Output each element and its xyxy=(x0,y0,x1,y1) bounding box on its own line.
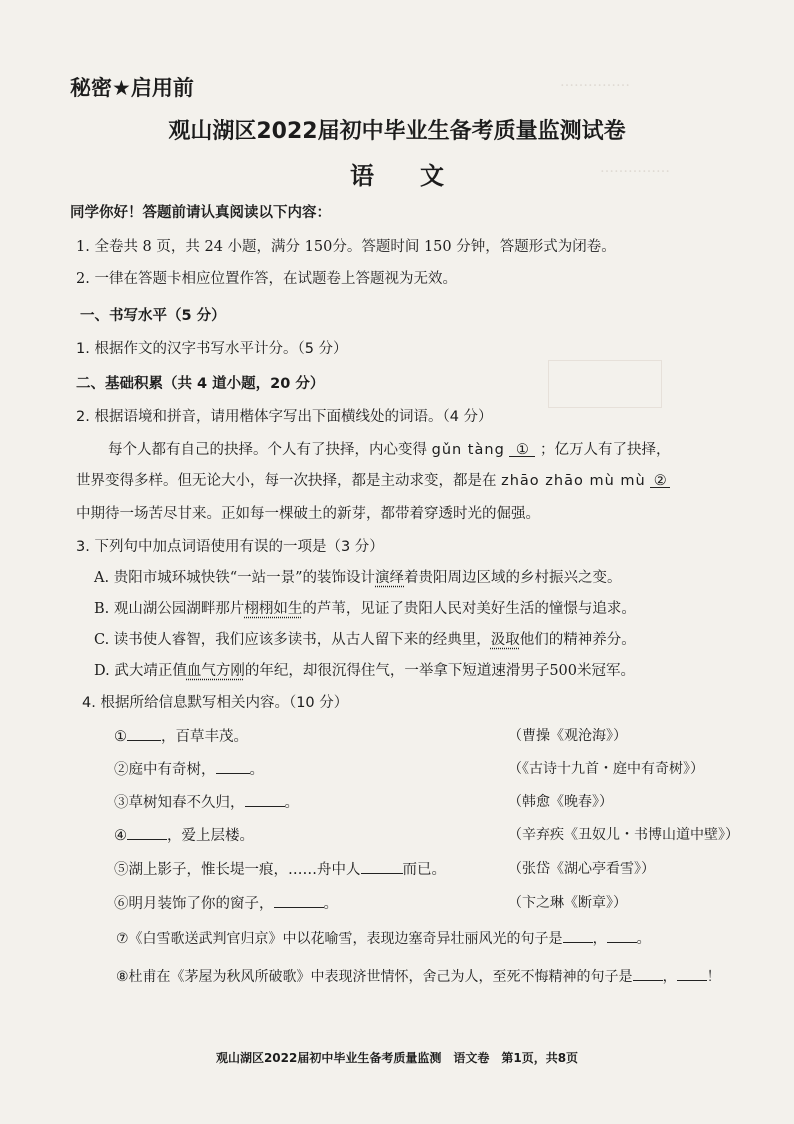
answer-blank xyxy=(677,966,707,981)
answer-blank xyxy=(127,825,167,840)
q2-paragraph-line-3: 中期待一场苦尽甘来。正如每一棵破土的新芽，都带着穿透时光的倔强。 xyxy=(76,506,540,522)
item-text: ②庭中有奇树， xyxy=(114,762,216,778)
item-text: ，百草丰茂。 xyxy=(161,729,248,745)
q2-text: 每个人都有自己的抉择。个人有了抉择，内心变得 xyxy=(108,442,427,458)
q4-source-2: （《古诗十九首・庭中有奇树》） xyxy=(508,761,704,777)
blank-marker-1: ① xyxy=(515,442,529,458)
question-4-prompt: 4. 根据所给信息默写相关内容。（10 分） xyxy=(82,695,349,711)
option-text: 他们的精神养分。 xyxy=(519,632,636,648)
dotted-word: 血气方刚 xyxy=(186,663,245,679)
section-heading-1: 一、书写水平（5 分） xyxy=(80,308,226,324)
subject-title: 语文 xyxy=(350,161,490,190)
blank-marker-2: ② xyxy=(653,473,667,489)
item-text: 。 xyxy=(249,762,264,778)
option-text: 的年纪，却很沉得住气，一举拿下短道速滑男子500米冠军。 xyxy=(244,663,636,679)
q4-item-6 xyxy=(114,892,338,913)
rule-1: 1. 全卷共 8 页，共 24 小题，满分 150分。答题时间 150 分钟，答题形式为闭卷。 xyxy=(76,239,616,255)
q2-paragraph-line-2 xyxy=(76,469,670,490)
q3-option-b xyxy=(94,597,636,618)
question-2-prompt: 2. 根据语境和拼音，请用楷体字写出下面横线处的词语。（4 分） xyxy=(76,409,493,425)
option-text: D. 武大靖正值 xyxy=(94,663,187,679)
answer-blank xyxy=(245,792,285,807)
item-text: ⑤湖上影子，惟长堤一痕，……舟中人 xyxy=(114,862,361,878)
bleed-through-text: …………… xyxy=(560,74,630,90)
exam-title: 观山湖区2022届初中毕业生备考质量监测试卷 xyxy=(168,119,626,144)
item-text: ，爱上层楼。 xyxy=(167,828,254,844)
q2-text: ；亿万人有了抉择， xyxy=(540,442,671,458)
q2-text: 世界变得多样。但无论大小，每一次抉择，都是主动求变，都是在 xyxy=(76,473,497,489)
item-text: ⑥明月装饰了你的窗子， xyxy=(114,896,274,912)
rule-2: 2. 一律在答题卡相应位置作答，在试题卷上答题视为无效。 xyxy=(76,271,457,287)
item-text: 。 xyxy=(284,795,299,811)
dotted-word: 汲取 xyxy=(490,632,520,648)
dotted-word: 栩栩如生 xyxy=(244,601,303,617)
q4-source-6: （卞之琳《断章》） xyxy=(508,895,627,911)
item-text: 。 xyxy=(323,896,338,912)
bleed-through-stamp xyxy=(548,360,662,408)
q4-source-3: （韩愈《晚春》） xyxy=(508,794,613,810)
item-text: 而已。 xyxy=(402,862,446,878)
answer-blank xyxy=(607,928,637,943)
section-heading-2: 二、基础积累（共 4 道小题，20 分） xyxy=(76,376,325,392)
item-text: ⑦《白雪歌送武判官归京》中以花喻雪，表现边塞奇异壮丽风光的句子是 xyxy=(116,931,563,947)
answer-blank xyxy=(361,859,403,874)
option-text: A. 贵阳市城环城快铁“一站一景”的装饰设计 xyxy=(94,570,376,586)
answer-blank xyxy=(633,966,663,981)
q4-item-1 xyxy=(114,725,248,746)
q4-item-8: ⑧杜甫在《茅屋为秋风所破歌》中表现济世情怀，舍己为人，至死不悔精神的句子是 ， ！ xyxy=(116,966,721,986)
bleed-through-text: …………… xyxy=(600,160,670,176)
q4-source-5: （张岱《湖心亭看雪》） xyxy=(508,861,655,877)
item-text: ① xyxy=(114,729,127,745)
option-text: 着贵阳周边区域的乡村振兴之变。 xyxy=(404,570,622,586)
item-text: ③草树知春不久归， xyxy=(114,795,245,811)
item-text: ⑧杜甫在《茅屋为秋风所破歌》中表现济世情怀，舍己为人，至死不悔精神的句子是 xyxy=(116,969,633,985)
question-1: 1. 根据作文的汉字书写水平计分。（5 分） xyxy=(76,341,348,357)
option-text: B. 观山湖公园湖畔那片 xyxy=(94,601,245,617)
q2-paragraph-line-1 xyxy=(108,438,671,459)
q4-source-4: （辛弃疾《丑奴儿・书博山道中壁》） xyxy=(508,827,739,843)
answer-blank xyxy=(274,893,324,908)
q4-item-3 xyxy=(114,791,299,812)
pinyin-2: zhāo zhāo mù mù xyxy=(501,473,646,489)
answer-blank xyxy=(563,928,593,943)
answer-blank xyxy=(127,726,161,741)
question-3-prompt: 3. 下列句中加点词语使用有误的一项是（3 分） xyxy=(76,539,384,555)
q4-item-5 xyxy=(114,858,446,879)
answer-blank xyxy=(216,759,250,774)
page-footer: 观山湖区2022届初中毕业生备考质量监测 语文卷 第1页，共8页 xyxy=(215,1051,579,1065)
blank-2 xyxy=(650,473,670,488)
q3-option-c xyxy=(94,628,636,649)
dotted-word: 演绎 xyxy=(375,570,405,586)
option-text: C. 读书使人睿智，我们应该多读书，从古人留下来的经典里， xyxy=(94,632,491,648)
greeting: 同学你好！答题前请认真阅读以下内容： xyxy=(70,205,331,221)
q4-source-1: （曹操《观沧海》） xyxy=(508,728,627,744)
q4-item-4 xyxy=(114,824,254,845)
confidential-label: 秘密★启用前 xyxy=(70,76,194,100)
option-text: 的芦苇，见证了贵阳人民对美好生活的憧憬与追求。 xyxy=(302,601,636,617)
q4-item-2 xyxy=(114,758,264,779)
pinyin-1: gǔn tàng xyxy=(431,442,505,458)
q3-option-a xyxy=(94,566,622,587)
q3-option-d xyxy=(94,659,635,680)
blank-1 xyxy=(509,442,535,457)
q4-item-7: ⑦《白雪歌送武判官归京》中以花喻雪，表现边塞奇异壮丽风光的句子是 ， 。 xyxy=(116,928,651,948)
item-text: ④ xyxy=(114,828,127,844)
